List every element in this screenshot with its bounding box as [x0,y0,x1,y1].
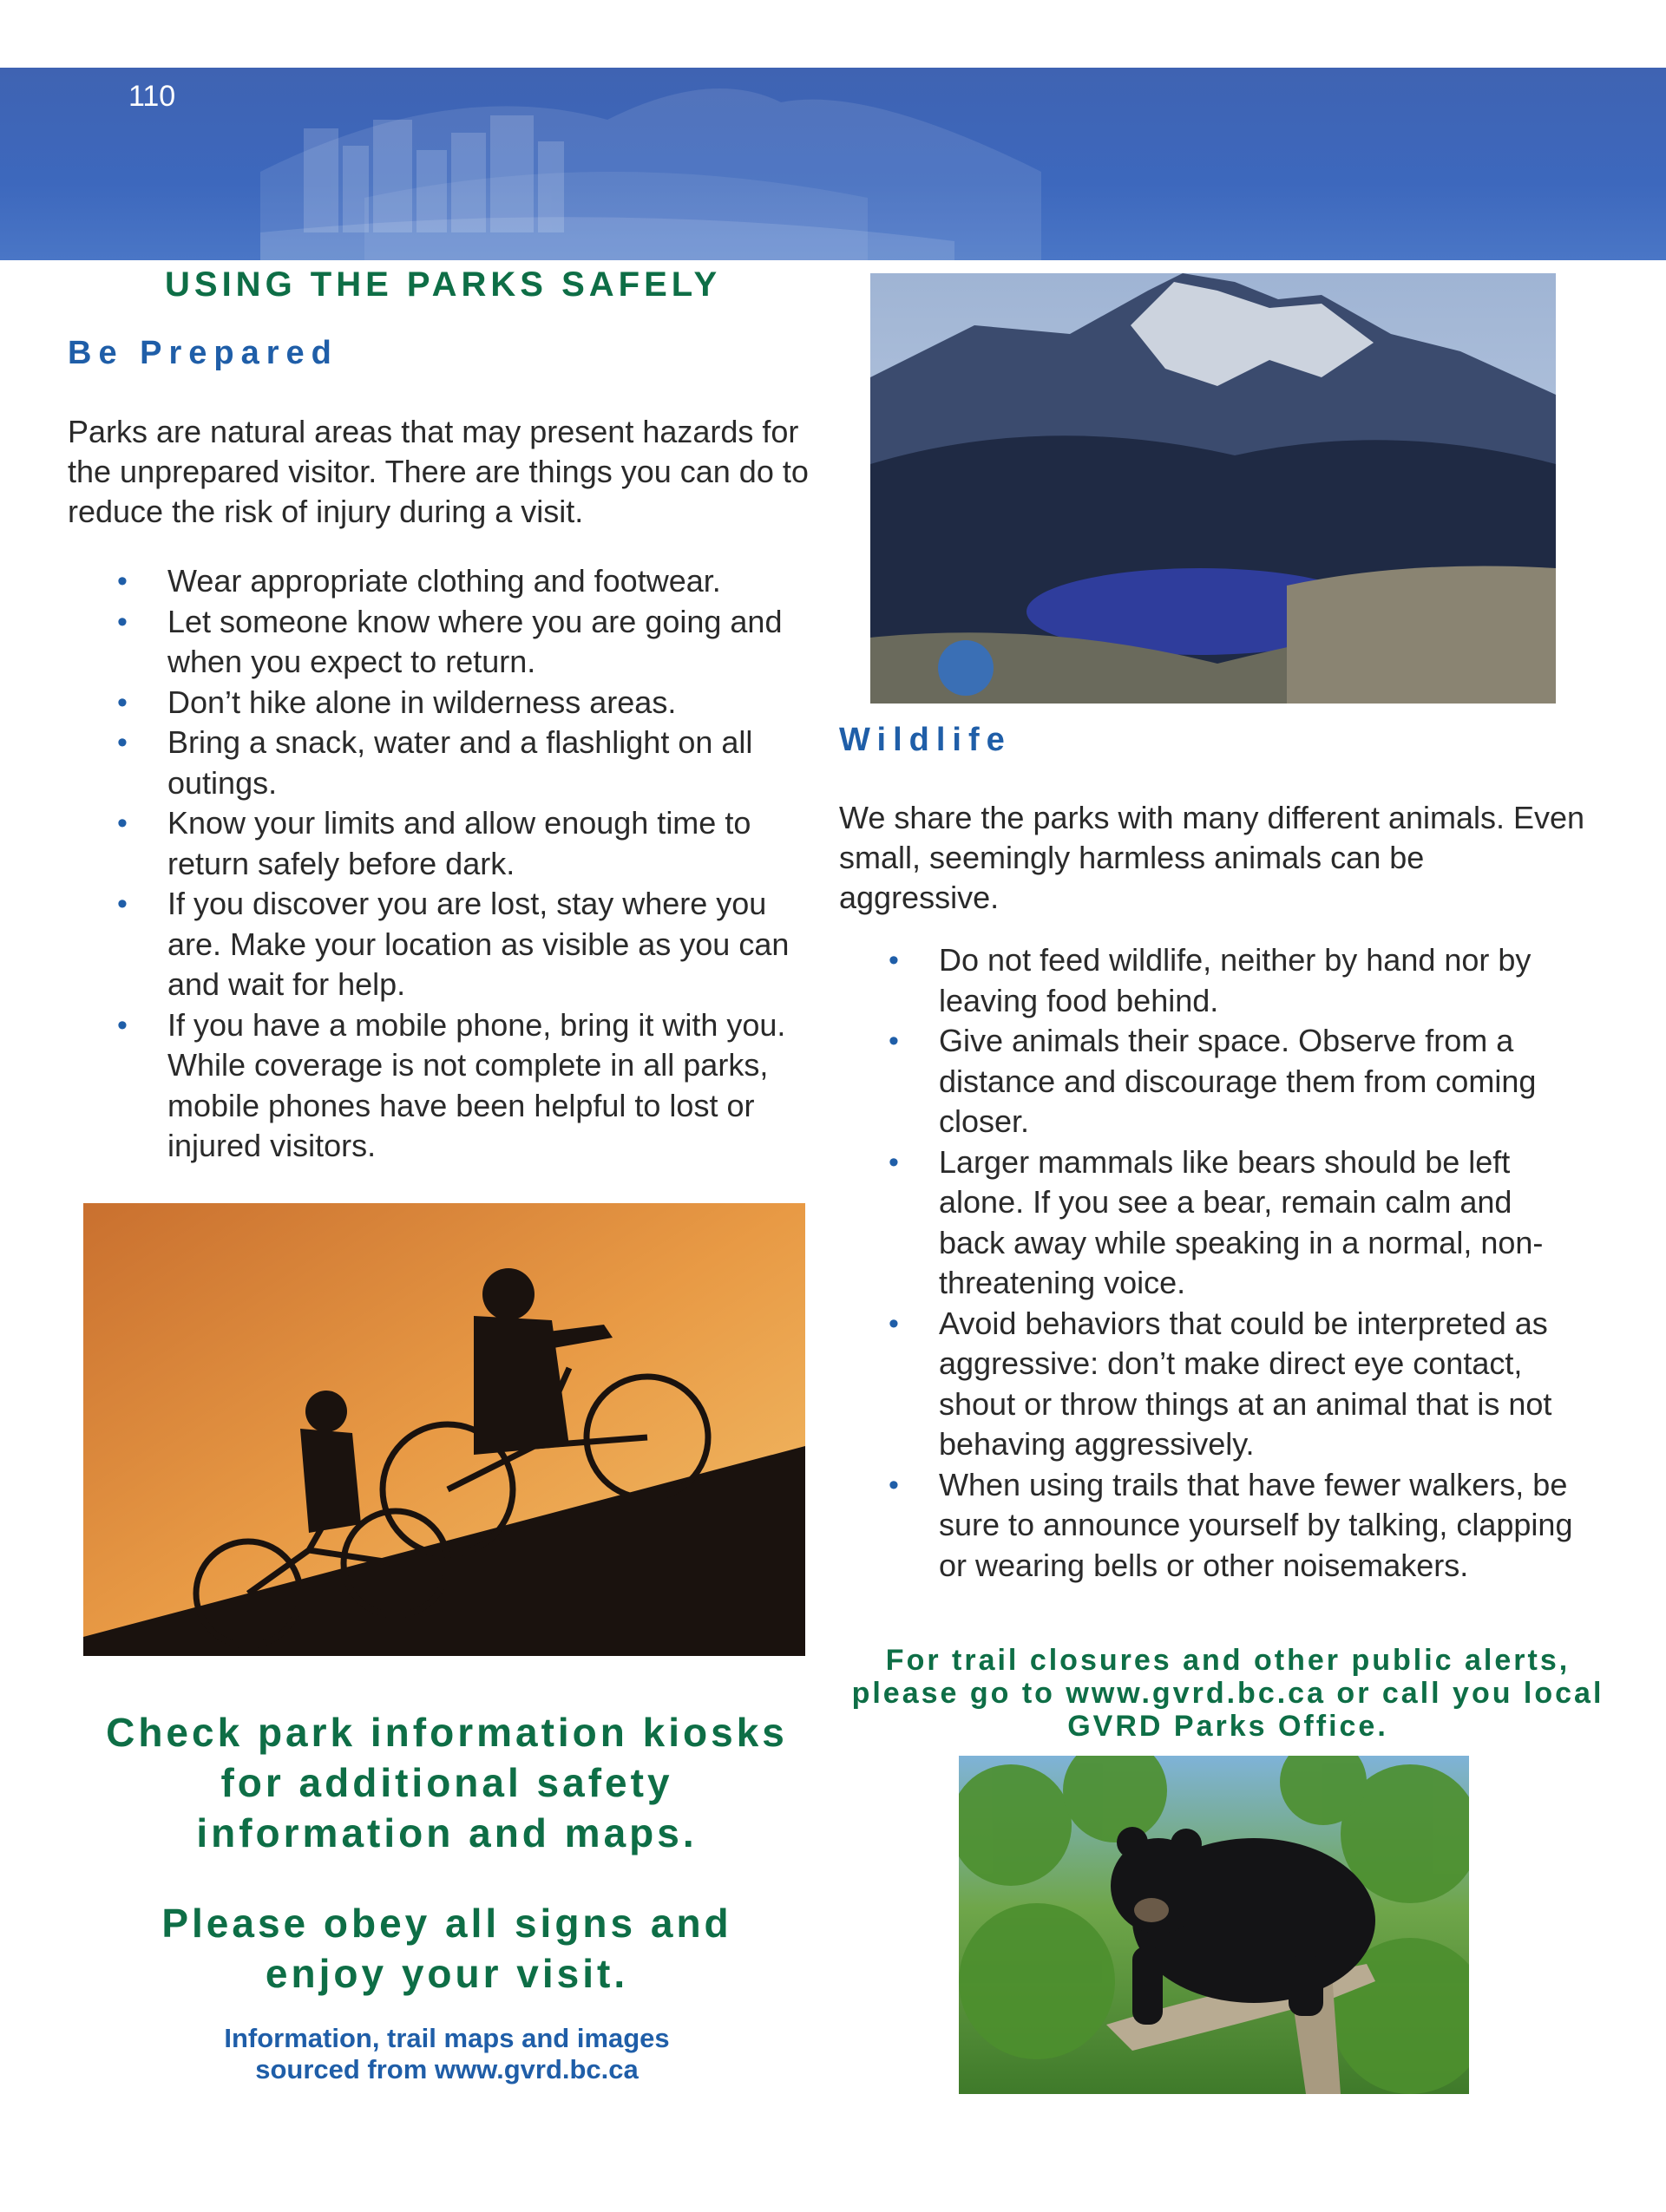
list-item: • Give animals their space. Observe from a distance and discourage them from coming closer. [839,1021,1585,1142]
page-number: 110 [128,80,176,113]
list-item: • Let someone know where you are going and when you expect to return. [68,602,823,683]
bear-cub-photo [959,1756,1469,2094]
list-item: • Do not feed wildlife, neither by hand nor by leaving food behind. [839,940,1585,1021]
list-item: • Larger mammals like bears should be left alone. If you see a bear, remain calm and back away while speaking in a normal, non-threatening voice. [839,1142,1585,1304]
list-item: • Wear appropriate clothing and footwear. [68,561,823,602]
list-item: • Don’t hike alone in wilderness areas. [68,683,823,723]
wildlife-heading: Wildlife [839,722,1012,758]
list-item: • When using trails that have fewer walkers, be sure to announce yourself by talking, clapping or wearing bells or other noisemakers. [839,1465,1585,1587]
page-title: USING THE PARKS SAFELY [165,265,722,304]
be-prepared-list [68,561,823,1167]
cyclists-photo [83,1203,805,1656]
list-item: • Bring a snack, water and a flashlight on all outings. [68,723,823,803]
wildlife-intro: We share the parks with many different animals. Even small, seemingly harmless animals can be aggressive. [839,800,1585,915]
list-item: • Avoid behaviors that could be interpreted as aggressive: don’t make direct eye contact, shout or throw things at an animal that is not behaving aggressively. [839,1304,1585,1465]
list-item: • Know your limits and allow enough time to return safely before dark. [68,803,823,884]
list-item: • If you discover you are lost, stay where you are. Make your location as visible as you can and wait for help. [68,884,823,1005]
header-banner [0,68,1666,260]
city-skyline-graphic [0,68,1666,260]
kiosk-note: Check park information kiosks for additional safety information and maps. [106,1710,788,1855]
be-prepared-intro: Parks are natural areas that may present hazards for the unprepared visitor. There are things you can do to reduce the risk of injury during a visit. [68,414,809,529]
be-prepared-heading: Be Prepared [68,335,338,371]
trail-alert-note: For trail closures and other public alerts, please go to www.gvrd.bc.ca or call you local GVRD Parks Office. [851,1644,1604,1743]
wildlife-list [839,940,1585,1586]
mountain-lake-photo [870,273,1556,704]
obey-note: Please obey all signs and enjoy your visit. [161,1901,732,1996]
source-note: Information, trail maps and images sourced from www.gvrd.bc.ca [224,2023,670,2084]
list-item: • If you have a mobile phone, bring it with you. While coverage is not complete in all parks, mobile phones have been helpful to lost or injured visitors. [68,1005,823,1167]
